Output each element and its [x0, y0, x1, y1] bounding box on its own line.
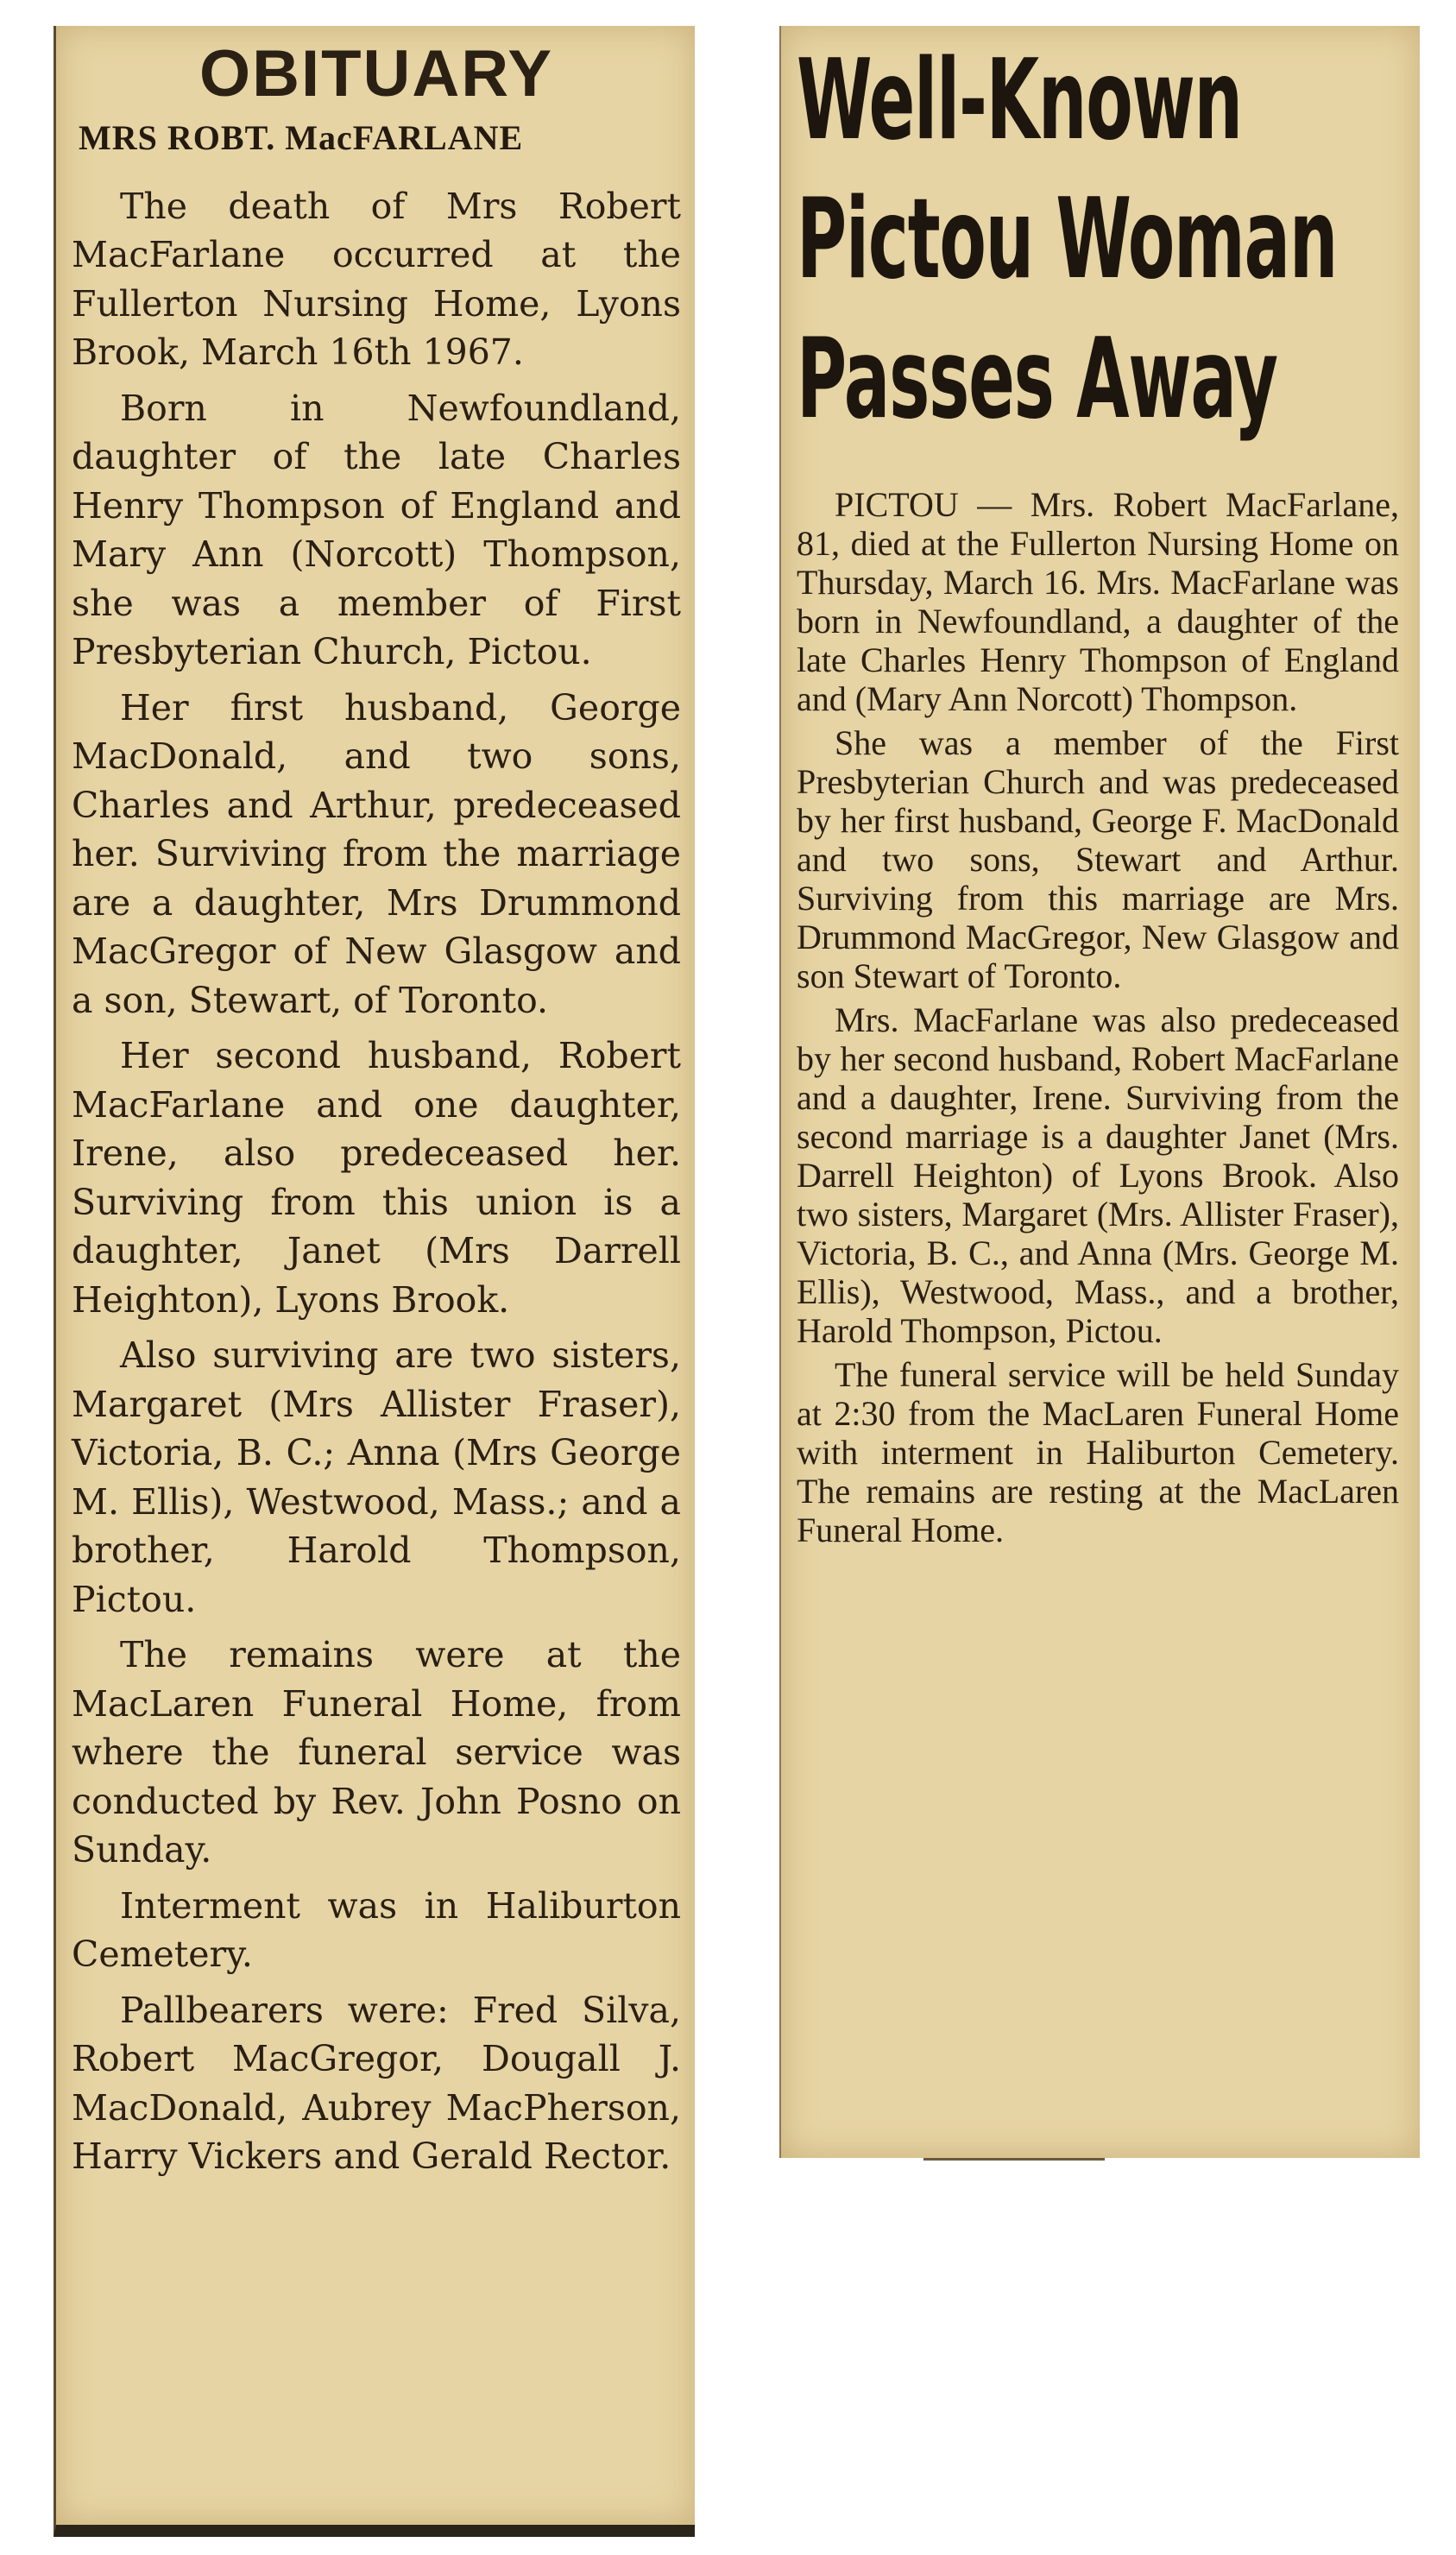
article-headline — [797, 31, 1394, 449]
headline-line: Pictou Woman — [797, 175, 1338, 305]
obituary-paragraph: Her first husband, George MacDonald, and two sons, Charles and Arthur, predeceased her. Surviving from the marriage are a daughter, Mrs Drummond MacGregor of New Glasgow and a son, Stewart, of Toronto. — [72, 686, 681, 1021]
obituary-paragraph: Also surviving are two sisters, Margaret (Mrs Allister Fraser), Victoria, B. C.; Anna (Mrs George M. Ellis), Westwood, Mass.; and a brother, Harold Thompson, Pictou. — [72, 1334, 681, 1620]
divider-rule — [923, 2158, 1105, 2161]
deceased-name: MRS ROBT. MacFARLANE — [79, 117, 524, 157]
obituary-paragraph: Interment was in Haliburton Cemetery. — [72, 1884, 681, 1976]
obituary-paragraph: The death of Mrs Robert MacFarlane occurred at the Fullerton Nursing Home, Lyons Brook, March 16th 1967. — [72, 185, 681, 374]
article-paragraph: PICTOU — Mrs. Robert MacFarlane, 81, died at the Fullerton Nursing Home on Thursday, March 16. Mrs. MacFarlane was born in Newfoundland, a daughter of the late Charles Henry Thompson of England and (Mary Ann Norcott) Thompson. — [797, 484, 1399, 718]
obituary-clipping — [54, 26, 695, 2537]
article-paragraph: Mrs. MacFarlane was also predeceased by her second husband, Robert MacFarlane and a daughter, Irene. Surviving from the second marriage is a daughter Janet (Mrs. Darrell Heighton) of Lyons Brook. Also two sisters, Margaret (Mrs. Allister Fraser), Victoria, B. C., and Anna (Mrs. George M. Ellis), Westwood, Mass., and a brother, Harold Thompson, Pictou. — [797, 1000, 1399, 1350]
article-body — [797, 485, 1399, 1549]
article-paragraph: The funeral service will be held Sunday at 2:30 from the MacLaren Funeral Home with interment in Haliburton Cemetery. The remains are resting at the MacLaren Funeral Home. — [797, 1354, 1399, 1549]
headline-line: Well-Known — [797, 36, 1242, 165]
headline-line: Passes Away — [797, 314, 1277, 444]
obituary-heading: OBITUARY — [199, 37, 554, 110]
obituary-paragraph: Born in Newfoundland, daughter of the late Charles Henry Thompson of England and Mary Ann (Norcott) Thompson, she was a member of First Presbyterian Church, Pictou. — [72, 387, 681, 673]
obituary-body — [72, 182, 681, 2181]
obituary-paragraph: Her second husband, Robert MacFarlane and one daughter, Irene, also predeceased her. Surviving from this union is a daughter, Janet (Mrs Darrell Heighton), Lyons Brook. — [72, 1035, 681, 1321]
obituary-paragraph: Pallbearers were: Fred Silva, Robert MacGregor, Dougall J. MacDonald, Aubrey MacPherson, Harry Vickers and Gerald Rector. — [72, 1989, 681, 2178]
article-paragraph: She was a member of the First Presbyterian Church and was predeceased by her first husband, George F. MacDonald and two sons, Stewart and Arthur. Surviving from this marriage are Mrs. Drummond MacGregor, New Glasgow and son Stewart of Toronto. — [797, 722, 1399, 995]
obituary-paragraph: The remains were at the MacLaren Funeral Home, from where the funeral service was conducted by Rev. John Posno on Sunday. — [72, 1634, 681, 1871]
news-article-clipping — [779, 26, 1420, 2158]
